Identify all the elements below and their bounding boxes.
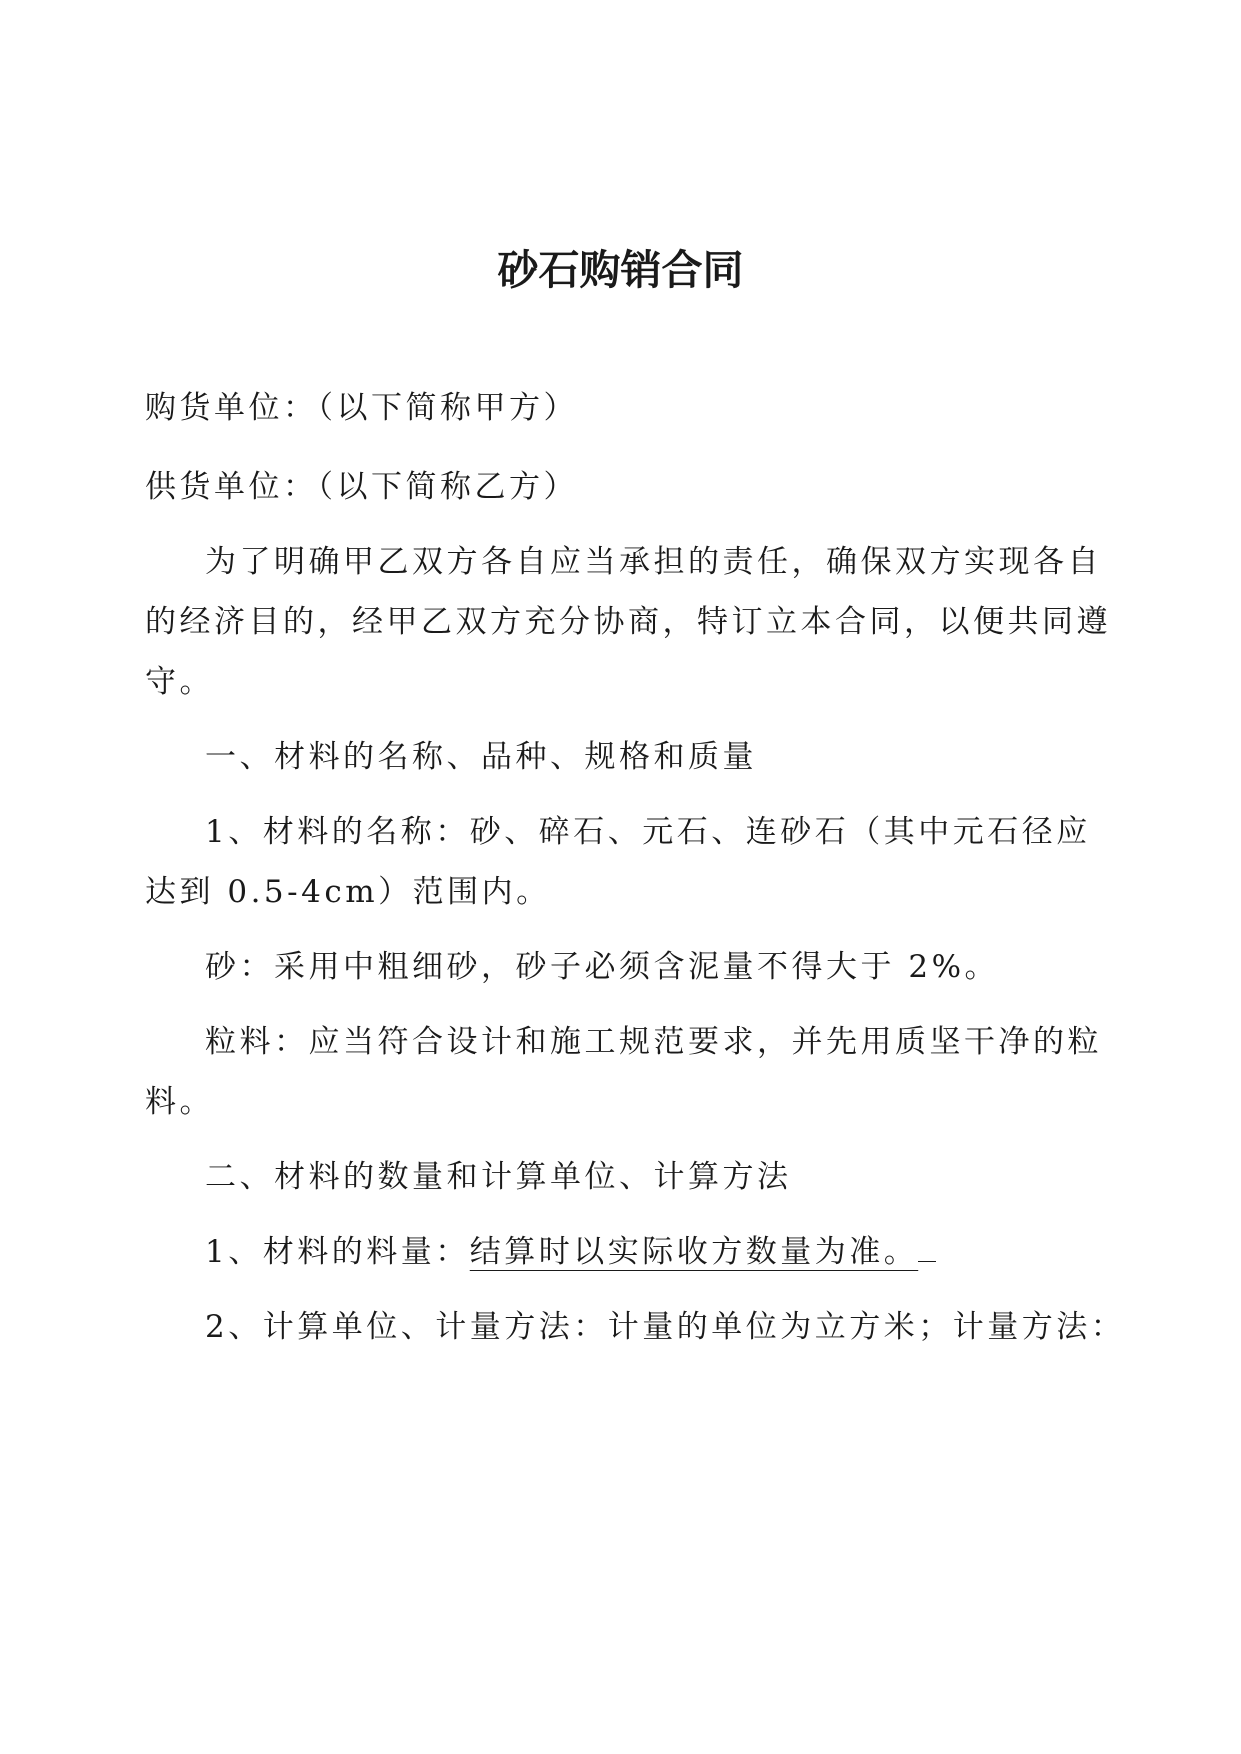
- item-1-1-line-2: 达到 0.5-4cm）范围内。: [145, 874, 551, 910]
- item-2-1-label: 1、材料的料量：: [205, 1234, 470, 1270]
- grain-spec-line-2: 料。: [145, 1084, 214, 1120]
- intro-line-3: 守。: [145, 664, 214, 700]
- buyer-line: 购货单位：（以下简称甲方）: [145, 390, 578, 426]
- item-2-1-line: [205, 1230, 936, 1274]
- item-1-1-line-1: 1、材料的名称：砂、碎石、元石、连砂石（其中元石径应: [205, 814, 1091, 850]
- grain-spec-line-1: 粒料：应当符合设计和施工规范要求，并先用质坚干净的粒: [205, 1024, 1102, 1060]
- intro-line-1: 为了明确甲乙双方各自应当承担的责任，确保双方实现各自: [205, 544, 1102, 580]
- sand-spec-line: 砂：采用中粗细砂，砂子必须含泥量不得大于 2%。: [205, 949, 1000, 985]
- intro-line-2: 的经济目的，经甲乙双方充分协商，特订立本合同，以便共同遵: [145, 604, 1111, 640]
- section-2-heading: 二、材料的数量和计算单位、计算方法: [205, 1159, 792, 1195]
- item-2-2-line: 2、计算单位、计量方法：计量的单位为立方米；计量方法：: [205, 1309, 1126, 1345]
- section-1-heading: 一、材料的名称、品种、规格和质量: [205, 739, 757, 775]
- contract-title: 砂石购销合同: [497, 246, 744, 294]
- underline-blank: [918, 1231, 936, 1262]
- item-2-1-underlined-value: 结算时以实际收方数量为准。: [469, 1234, 919, 1270]
- supplier-line: 供货单位：（以下简称乙方）: [145, 469, 578, 505]
